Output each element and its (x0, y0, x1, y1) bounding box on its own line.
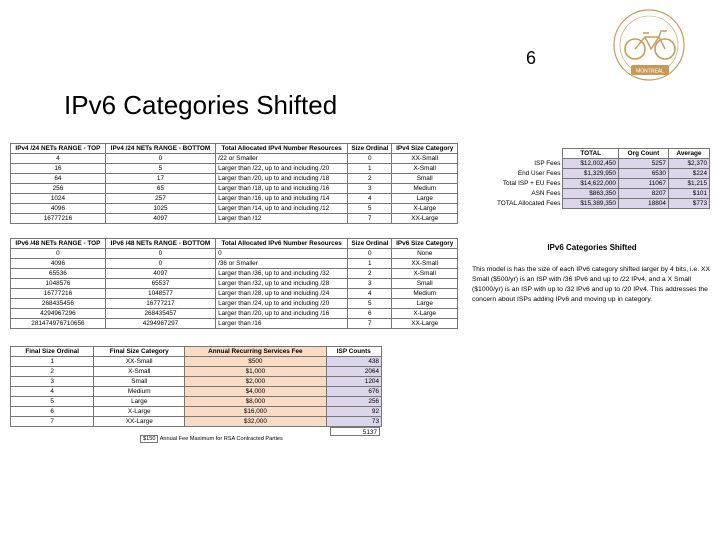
table-cell: Total ISP + EU Fees (502, 180, 561, 187)
table-cell: $2,370 (668, 159, 709, 169)
table-cell: 5 (11, 397, 94, 407)
table-cell: XX-Large (392, 214, 458, 224)
table-cell: 16 (11, 164, 106, 174)
table-cell: 7 (11, 417, 94, 427)
table-cell: Larger than /28, up to and including /24 (216, 289, 348, 299)
table-cell: ASN Fees (531, 190, 561, 197)
table-cell: 16777217 (105, 299, 215, 309)
table-cell: $500 (185, 357, 326, 367)
table-cell: 6 (11, 407, 94, 417)
header-cell: Total Allocated IPv6 Number Resources (216, 239, 348, 249)
table-cell: Larger than /12 (216, 214, 348, 224)
table-row (11, 289, 458, 299)
table-cell: 65537 (105, 279, 215, 289)
table-cell: 2064 (326, 367, 381, 377)
table-cell: $16,000 (185, 407, 326, 417)
table-row (11, 204, 458, 214)
table-cell: 4096 (11, 259, 106, 269)
table-cell: 1204 (326, 377, 381, 387)
table-cell: Larger than /36, up to and including /32 (216, 269, 348, 279)
table-cell: $1,215 (668, 179, 709, 189)
table-cell: 2 (11, 367, 94, 377)
table-cell: Medium (392, 289, 458, 299)
table-cell: Larger than /32, up to and including /28 (216, 279, 348, 289)
table-cell: XX-Large (94, 417, 185, 427)
table-row (11, 319, 458, 329)
table-cell: 4294967296 (11, 309, 106, 319)
table-cell: 0 (348, 249, 392, 259)
table-row (11, 367, 382, 377)
table-cell: 0 (105, 249, 215, 259)
table-cell: Larger than /24, up to and including /20 (216, 299, 348, 309)
table-cell: /36 or Smaller (216, 259, 348, 269)
table-cell: Small (392, 174, 458, 184)
table-row (11, 164, 458, 174)
table-cell: Large (392, 299, 458, 309)
table-cell: 73 (326, 417, 381, 427)
table-cell: Small (392, 279, 458, 289)
table-row (11, 407, 382, 417)
fee-footnote (140, 436, 283, 442)
table-cell: Large (392, 194, 458, 204)
table-row (11, 269, 458, 279)
table-cell: Medium (94, 387, 185, 397)
table-cell: 1 (348, 259, 392, 269)
table-cell: /22 or Smaller (216, 154, 348, 164)
table-row (11, 417, 382, 427)
table-cell: 7 (348, 214, 392, 224)
footnote-text: Annual Fee Maximum for RSA Contracted Parties (159, 436, 283, 442)
table-cell: End User Fees (517, 170, 561, 177)
table-cell: Medium (392, 184, 458, 194)
table-cell: 4294967297 (105, 319, 215, 329)
table-cell: 65 (105, 184, 215, 194)
header-cell: Average (668, 149, 709, 159)
table-row (11, 259, 458, 269)
table-cell: Larger than /20, up to and including /16 (216, 309, 348, 319)
table-row (11, 154, 458, 164)
table-cell: TOTAL Allocated Fees (496, 200, 561, 207)
table-cell: 4097 (105, 269, 215, 279)
table-row (470, 199, 710, 209)
table-cell: X-Large (392, 309, 458, 319)
table-cell: 257 (105, 194, 215, 204)
table-cell: 4096 (11, 204, 106, 214)
header-cell: IPv4 /24 NETs RANGE - TOP (11, 144, 106, 154)
table-cell: 16777216 (11, 214, 106, 224)
table-cell: 0 (105, 259, 215, 269)
table-cell: $4,000 (185, 387, 326, 397)
table-cell: Larger than /18, up to and including /16 (216, 184, 348, 194)
table-row (11, 357, 382, 367)
header-cell: Final Size Category (94, 347, 185, 357)
table-row (470, 189, 710, 199)
table-cell: 4 (348, 289, 392, 299)
footnote-amount: $150 (140, 435, 158, 443)
table-row (11, 174, 458, 184)
table-cell: $14,622,000 (563, 179, 618, 189)
header-cell: Size Ordinal (348, 239, 392, 249)
table-cell: 281474976710656 (11, 319, 106, 329)
note-body: This model is has the size of each IPv6 category shifted larger by 4 bits, i.e. XX Small ($500/yr) is an ISP with /36 IPv6 and up to /22 IPv4, and a X Small ($1000/yr) is an ISP with up to /32 IPv6 and up to /20 IPv4. This addresses the concern about ISPs adding IPv6 and moving up in category. (472, 266, 711, 303)
header-cell: IPv6 Size Category (392, 239, 458, 249)
table-cell: 0 (348, 154, 392, 164)
table-row (11, 194, 458, 204)
table-row (11, 397, 382, 407)
table-cell: 256 (11, 184, 106, 194)
table-row (11, 309, 458, 319)
slide-number: 6 (526, 48, 537, 68)
table-cell: $773 (668, 199, 709, 209)
table-cell: 92 (326, 407, 381, 417)
svg-text:MONTREAL: MONTREAL (636, 68, 664, 75)
table-cell: Larger than /22, up to and including /20 (216, 164, 348, 174)
ipv6-size-table (10, 238, 458, 329)
table-cell: $12,002,450 (563, 159, 618, 169)
table-cell: $8,000 (185, 397, 326, 407)
table-cell: 1048577 (105, 289, 215, 299)
table-cell: X-Small (392, 269, 458, 279)
fee-table (10, 346, 382, 427)
table-cell: 2 (348, 269, 392, 279)
table-cell: 16777216 (11, 289, 106, 299)
table-cell: X-Large (94, 407, 185, 417)
table-row (11, 249, 458, 259)
table-cell: 65536 (11, 269, 106, 279)
table-cell: XX-Small (392, 154, 458, 164)
table-cell: 1025 (105, 204, 215, 214)
note-heading: IPv6 Categories Shifted (547, 243, 637, 252)
header-cell: Annual Recurring Services Fee (185, 347, 326, 357)
table-cell: 17 (105, 174, 215, 184)
table-cell: 0 (105, 154, 215, 164)
table-cell: None (392, 249, 458, 259)
header-cell: Size Ordinal (348, 144, 392, 154)
table-cell: $863,350 (563, 189, 618, 199)
table-cell: Small (94, 377, 185, 387)
table-cell: 5 (105, 164, 215, 174)
ipv6-note (472, 243, 712, 305)
slide-title: IPv6 Categories Shifted (64, 90, 338, 120)
table-cell: 3 (348, 184, 392, 194)
header-cell: Final Size Ordinal (11, 347, 94, 357)
table-cell: 2 (348, 174, 392, 184)
header-cell (470, 149, 563, 159)
table-row (11, 377, 382, 387)
table-cell: Larger than /16 (216, 319, 348, 329)
table-cell: 4 (11, 387, 94, 397)
bicycle-logo-icon (585, 5, 715, 90)
table-row (11, 184, 458, 194)
fee-summary-table (470, 148, 710, 209)
table-cell: 1 (11, 357, 94, 367)
table-row (470, 179, 710, 189)
table-row (470, 159, 710, 169)
table-row (470, 169, 710, 179)
table-cell: 1 (348, 164, 392, 174)
table-cell: 676 (326, 387, 381, 397)
table-cell: 0 (11, 249, 106, 259)
table-cell: 4 (348, 194, 392, 204)
header-cell: Org Count (618, 149, 668, 159)
table-cell: 5 (348, 204, 392, 214)
table-cell: 0 (216, 249, 348, 259)
header-cell: Total Allocated IPv4 Number Resources (216, 144, 348, 154)
table-cell: $15,389,350 (563, 199, 618, 209)
table-cell: $2,000 (185, 377, 326, 387)
table-cell: ISP Fees (534, 160, 561, 167)
header-cell: IPv4 /24 NETs RANGE - BOTTOM (105, 144, 215, 154)
table-cell: 6 (348, 309, 392, 319)
table-cell: Larger than /20, up to and including /18 (216, 174, 348, 184)
table-cell: X-Large (392, 204, 458, 214)
table-cell: 438 (326, 357, 381, 367)
table-cell: 4097 (105, 214, 215, 224)
table-cell: 18804 (618, 199, 668, 209)
table-cell: 5 (348, 299, 392, 309)
table-cell: $1,000 (185, 367, 326, 377)
table-cell: XX-Small (392, 259, 458, 269)
table-cell: 5257 (618, 159, 668, 169)
table-cell: $32,000 (185, 417, 326, 427)
table-cell: 4 (11, 154, 106, 164)
table-cell: 1048576 (11, 279, 106, 289)
table-cell: Larger than /16, up to and including /14 (216, 194, 348, 204)
table-cell: 11067 (618, 179, 668, 189)
table-cell: Large (94, 397, 185, 407)
table-cell: $101 (668, 189, 709, 199)
ipv4-size-table (10, 143, 458, 224)
table-row (11, 299, 458, 309)
table-cell: XX-Small (94, 357, 185, 367)
header-cell: IPv4 Size Category (392, 144, 458, 154)
table-row (11, 279, 458, 289)
table-cell: $1,329,950 (563, 169, 618, 179)
header-cell: IPv6 /48 NETs RANGE - BOTTOM (105, 239, 215, 249)
table-cell: $224 (668, 169, 709, 179)
header-cell: TOTAL (563, 149, 618, 159)
table-cell: X-Small (94, 367, 185, 377)
header-cell: IPv6 /48 NETs RANGE - TOP (11, 239, 106, 249)
table-cell: 7 (348, 319, 392, 329)
table-cell: 256 (326, 397, 381, 407)
table-cell: 6530 (618, 169, 668, 179)
table-cell: X-Small (392, 164, 458, 174)
table-cell: 268435457 (105, 309, 215, 319)
table-cell: Larger than /14, up to and including /12 (216, 204, 348, 214)
table-cell: 3 (11, 377, 94, 387)
table-row (11, 387, 382, 397)
table-row (11, 214, 458, 224)
table-cell: 3 (348, 279, 392, 289)
table-cell: 8207 (618, 189, 668, 199)
table-cell: 64 (11, 174, 106, 184)
header-cell: ISP Counts (326, 347, 381, 357)
table-cell: 1024 (11, 194, 106, 204)
table-cell: XX-Large (392, 319, 458, 329)
isp-count-total: 5137 (330, 427, 380, 436)
table-cell: 268435456 (11, 299, 106, 309)
